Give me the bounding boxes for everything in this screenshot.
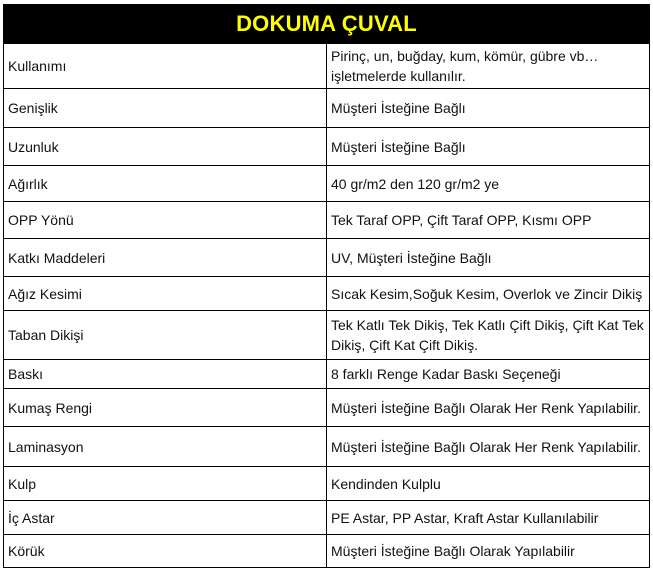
row-value: 8 farklı Renge Kadar Baskı Seçeneği [327, 360, 650, 389]
table-row [4, 166, 650, 202]
table-row [4, 501, 650, 535]
row-value: Kendinden Kulplu [327, 467, 650, 501]
spec-table [3, 4, 650, 568]
table-row [4, 44, 650, 89]
row-label: Genişlik [4, 89, 327, 128]
table-row [4, 535, 650, 568]
table-row [4, 89, 650, 128]
row-label: İç Astar [4, 501, 327, 535]
row-label: Körük [4, 535, 327, 568]
row-value: Müşteri İsteğine Bağlı [327, 128, 650, 166]
row-value: Tek Taraf OPP, Çift Taraf OPP, Kısmı OPP [327, 202, 650, 239]
row-value: Müşteri İsteğine Bağlı Olarak Her Renk Yapılabilir. [327, 389, 650, 427]
row-label: Ağız Kesimi [4, 277, 327, 311]
table-row [4, 360, 650, 389]
table-row [4, 427, 650, 467]
table-title: DOKUMA ÇUVAL [4, 5, 650, 44]
row-label: Uzunluk [4, 128, 327, 166]
row-label: Kullanımı [4, 44, 327, 89]
row-label: Laminasyon [4, 427, 327, 467]
row-value: PE Astar, PP Astar, Kraft Astar Kullanılabilir [327, 501, 650, 535]
row-label: Kulp [4, 467, 327, 501]
row-label: Kumaş Rengi [4, 389, 327, 427]
row-label: Taban Dikişi [4, 311, 327, 360]
row-value: Müşteri İsteğine Bağlı Olarak Her Renk Yapılabilir. [327, 427, 650, 467]
table-row [4, 239, 650, 277]
row-value: Pirinç, un, buğday, kum, kömür, gübre vb… işletmelerde kullanılır. [327, 44, 650, 89]
table-row [4, 311, 650, 360]
row-label: OPP Yönü [4, 202, 327, 239]
table-row [4, 277, 650, 311]
row-label: Baskı [4, 360, 327, 389]
table-row [4, 202, 650, 239]
row-label: Ağırlık [4, 166, 327, 202]
table-row [4, 467, 650, 501]
table-row [4, 389, 650, 427]
row-value: Tek Katlı Tek Dikiş, Tek Katlı Çift Dikiş, Çift Kat Tek Dikiş, Çift Kat Çift Dikiş. [327, 311, 650, 360]
title-row [4, 5, 650, 44]
row-value: Müşteri İsteğine Bağlı Olarak Yapılabilir [327, 535, 650, 568]
row-label: Katkı Maddeleri [4, 239, 327, 277]
row-value: Müşteri İsteğine Bağlı [327, 89, 650, 128]
row-value: 40 gr/m2 den 120 gr/m2 ye [327, 166, 650, 202]
table-row [4, 128, 650, 166]
row-value: UV, Müşteri İsteğine Bağlı [327, 239, 650, 277]
row-value: Sıcak Kesim,Soğuk Kesim, Overlok ve Zincir Dikiş [327, 277, 650, 311]
